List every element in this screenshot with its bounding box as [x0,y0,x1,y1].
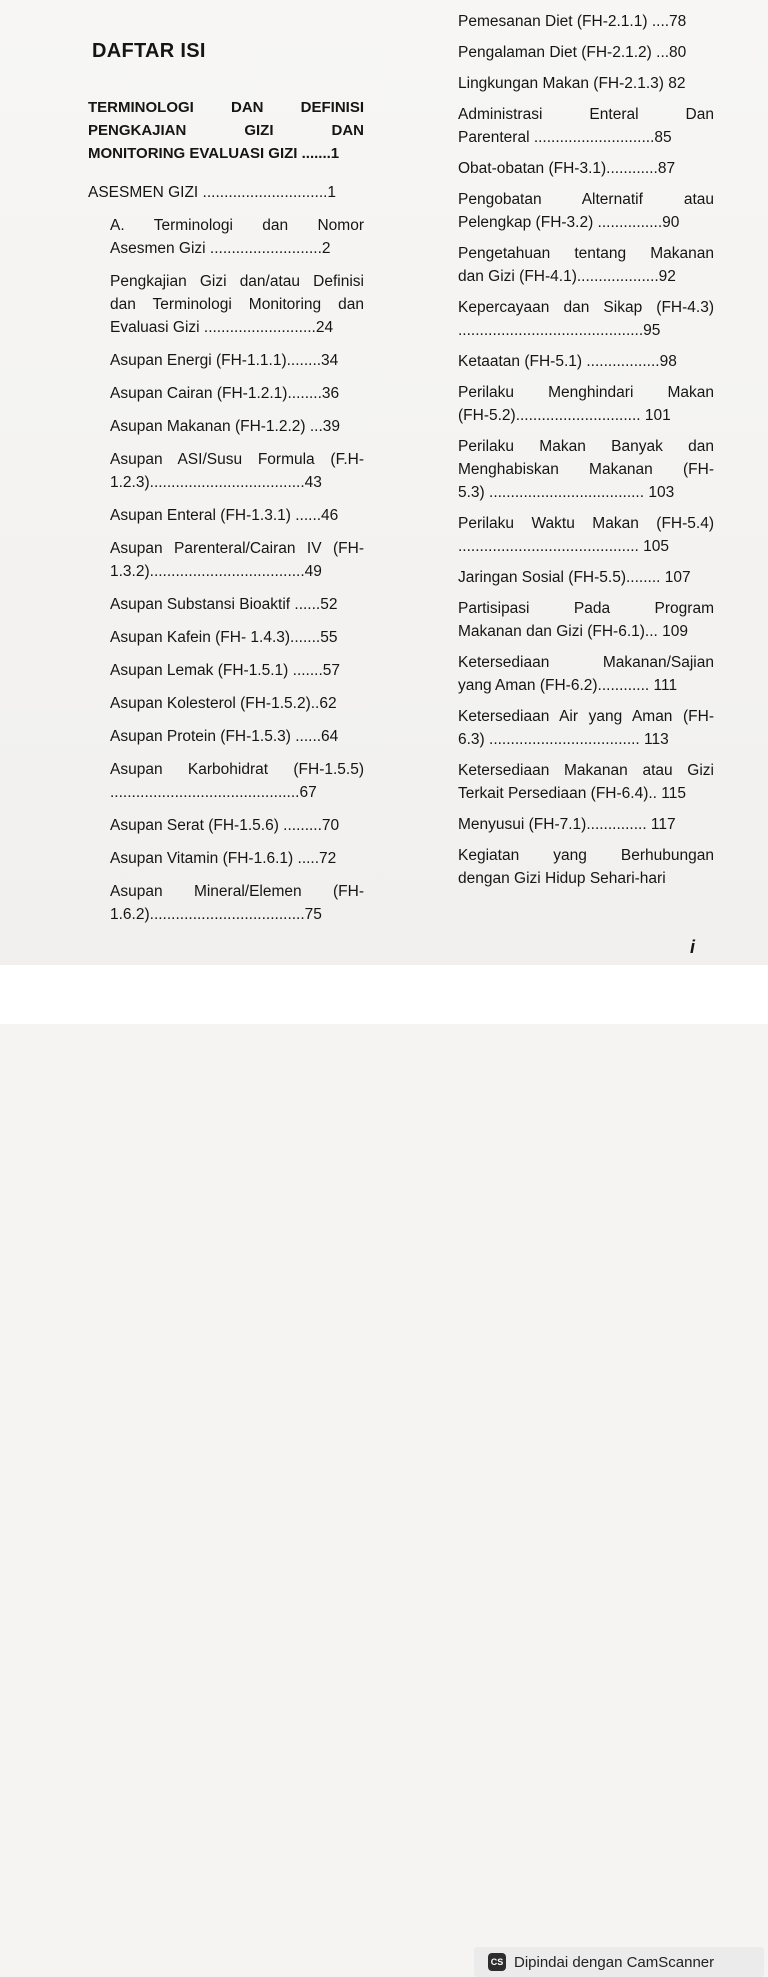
camscanner-icon: CS [488,1953,506,1971]
toc-entry [88,181,364,204]
toc-entry-line: Perilaku Waktu Makan (FH-5.4) [458,515,714,532]
toc-entry [88,415,364,438]
toc-entry-line: Asupan Karbohidrat (FH-1.5.5) [110,761,364,778]
toc-entry [458,157,714,180]
toc-entry-line: Asupan Serat (FH-1.5.6) .........70 [110,817,340,834]
toc-entry [458,41,714,64]
toc-entry-line: Perilaku Menghindari Makan [458,384,714,401]
toc-entry-line: dan Terminologi Monitoring dan [110,296,364,313]
toc-entry-line: ............................................67 [110,784,317,801]
toc-entry-line: Pengalaman Diet (FH-2.1.2) ...80 [458,44,687,61]
toc-entry-line: TERMINOLOGI DAN DEFINISI [88,99,364,116]
toc-entry-line: Pengetahuan tentang Makanan [458,245,714,262]
toc-entry [458,705,714,751]
toc-entry [88,537,364,583]
toc-entry [88,270,364,339]
toc-entry-line: Asupan Protein (FH-1.5.3) ......64 [110,728,339,745]
toc-entry-line: Administrasi Enteral Dan [458,106,714,123]
camscanner-text: Dipindai dengan CamScanner [514,1953,715,1971]
scanner-footer [0,965,768,1971]
toc-entry [458,381,714,427]
toc-entry-line: Asupan Parenteral/Cairan IV (FH- [110,540,364,557]
toc-entry-line: dengan Gizi Hidup Sehari-hari [458,870,666,887]
toc-entry [88,593,364,616]
page-heading: DAFTAR ISI [92,40,206,62]
toc-entry-line: yang Aman (FH-6.2)............ 111 [458,677,678,694]
toc-entry-line: Asupan Cairan (FH-1.2.1)........36 [110,385,340,402]
page-number: i [690,937,696,957]
toc-entry-line: Perilaku Makan Banyak dan [458,438,714,455]
toc-entry-line: 1.6.2)....................................75 [110,906,322,923]
toc-entry [88,692,364,715]
toc-entry [458,759,714,805]
toc-entry-line: MONITORING EVALUASI GIZI .......1 [88,145,340,162]
toc-entry [88,626,364,649]
toc-entry-line: 5.3) .................................... 103 [458,484,675,501]
toc-entry [88,504,364,527]
toc-entry-line: Pelengkap (FH-3.2) ...............90 [458,214,680,231]
toc-entry-line: 6.3) ................................... 113 [458,731,669,748]
toc-entry-line: Asupan Mineral/Elemen (FH- [110,883,364,900]
toc-entry-line: Asupan Energi (FH-1.1.1)........34 [110,352,339,369]
toc-entry [458,296,714,342]
toc-entry [88,814,364,837]
toc-entry [88,448,364,494]
toc-entry [458,435,714,504]
toc-entry-line: A. Terminologi dan Nomor [110,217,364,234]
toc-entry [458,813,714,836]
toc-entry [458,651,714,697]
toc-entry-line: Parenteral ............................85 [458,129,672,146]
toc-entry-line: Ketersediaan Makanan/Sajian [458,654,714,671]
toc-entry-line: Partisipasi Pada Program [458,600,714,617]
toc-entry-line: Kepercayaan dan Sikap (FH-4.3) [458,299,714,316]
toc-entry-line: Asupan Kafein (FH- 1.4.3).......55 [110,629,338,646]
toc-entry [458,350,714,373]
toc-entry-line: Lingkungan Makan (FH-2.1.3) 82 [458,75,686,92]
toc-entry-line: dan Gizi (FH-4.1)...................92 [458,268,676,285]
camscanner-badge [474,1947,764,1977]
toc-entry-line: Jaringan Sosial (FH-5.5)........ 107 [458,569,691,586]
toc-entry [88,758,364,804]
toc-entry [458,10,714,33]
toc-entry [458,242,714,288]
toc-entry-line: Asupan ASI/Susu Formula (F.H- [110,451,364,468]
toc-entry-line: Ketersediaan Air yang Aman (FH- [458,708,714,725]
toc-entry-line: Asupan Enteral (FH-1.3.1) ......46 [110,507,339,524]
toc-entry [458,103,714,149]
toc-right-column [458,10,714,890]
toc-entry [458,566,714,589]
toc-entry-line: Makanan dan Gizi (FH-6.1)... 109 [458,623,689,640]
toc-entry-line: Asupan Lemak (FH-1.5.1) .......57 [110,662,341,679]
toc-entry-line: Ketersediaan Makanan atau Gizi [458,762,714,779]
toc-entry-line: Asupan Vitamin (FH-1.6.1) .....72 [110,850,337,867]
toc-entry-line: Menghabiskan Makanan (FH- [458,461,714,478]
toc-entry [458,844,714,890]
toc-entry [88,382,364,405]
toc-entry-line: .......................................... 105 [458,538,670,555]
toc-entry-line: Menyusui (FH-7.1).............. 117 [458,816,676,833]
toc-entry [458,512,714,558]
toc-entry [88,880,364,926]
toc-entry-line: Asesmen Gizi ..........................2 [110,240,331,257]
toc-entry-line: Obat-obatan (FH-3.1)............87 [458,160,676,177]
toc-entry-line: Asupan Substansi Bioaktif ......52 [110,596,338,613]
toc-entry [458,72,714,95]
toc-entry-line: Asupan Kolesterol (FH-1.5.2)..62 [110,695,337,712]
toc-entry [88,96,364,165]
toc-entry-line: Pengobatan Alternatif atau [458,191,714,208]
document-page [0,0,768,965]
toc-left-column [88,96,364,926]
toc-entry-line: (FH-5.2)............................. 101 [458,407,671,424]
toc-entry [458,597,714,643]
toc-entry-line: Evaluasi Gizi ..........................24 [110,319,334,336]
toc-entry-line: PENGKAJIAN GIZI DAN [88,122,364,139]
toc-entry-line: Asupan Makanan (FH-1.2.2) ...39 [110,418,341,435]
toc-entry [88,214,364,260]
toc-entry [458,188,714,234]
toc-entry [88,659,364,682]
toc-entry-line: Ketaatan (FH-5.1) .................98 [458,353,677,370]
toc-entry-line: 1.3.2)....................................49 [110,563,322,580]
toc-entry-line: Terkait Persediaan (FH-6.4).. 115 [458,785,687,802]
toc-entry-line: ...........................................95 [458,322,661,339]
toc-entry [88,349,364,372]
toc-entry-line: 1.2.3)....................................43 [110,474,322,491]
toc-entry-line: Kegiatan yang Berhubungan [458,847,714,864]
toc-entry-line: Pengkajian Gizi dan/atau Definisi [110,273,364,290]
toc-entry [88,847,364,870]
toc-entry-line: Pemesanan Diet (FH-2.1.1) ....78 [458,13,687,30]
toc-entry-line: ASESMEN GIZI .............................1 [88,184,337,201]
toc-entry [88,725,364,748]
